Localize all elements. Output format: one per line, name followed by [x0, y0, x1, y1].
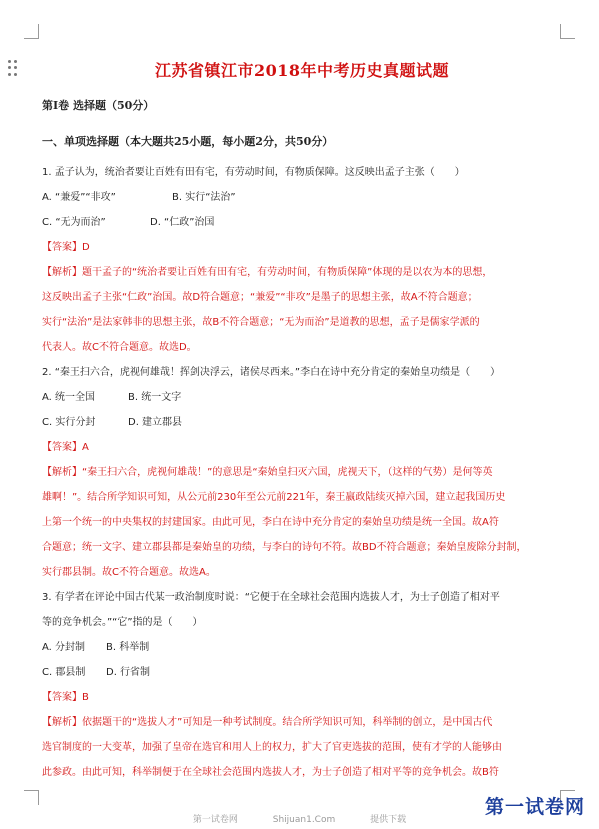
analysis-line: 【解析】“秦王扫六合，虎视何雄哉！”的意思是“秦始皇扫灭六国，虎视天下，（这样的气势）是何等英 — [42, 467, 493, 478]
options-row — [42, 660, 562, 685]
analysis-line: 代表人。故C不符合题意。故选D。 — [42, 342, 197, 353]
option-c: C. 实行分封 — [42, 417, 96, 428]
question-1 — [42, 160, 562, 360]
option-b: B. 统一文字 — [128, 392, 182, 403]
option-d: D. 建立郡县 — [128, 417, 183, 428]
question-2 — [42, 360, 562, 585]
options-row — [42, 635, 562, 660]
option-a: A. 统一全国 — [42, 392, 96, 403]
analysis-line: 【解析】题干孟子的“统治者要让百姓有田有宅，有劳动时间，有物质保障”体现的是以农为本的思想， — [42, 267, 493, 278]
analysis-line: 雄啊！”。结合所学知识可知，从公元前230年至公元前221年，秦王嬴政陆续灭掉六国，建立起我国历史 — [42, 492, 506, 503]
footer-site-name: 第一试卷网 — [192, 815, 238, 825]
footer-download-note: 提供下载 — [370, 815, 407, 825]
volume-heading: 第Ⅰ卷 选择题（50分） — [42, 99, 155, 112]
footer-site-url[interactable]: Shijuan1.Com — [272, 815, 336, 825]
question-stem: 1. 孟子认为，统治者要让百姓有田有宅，有劳动时间，有物质保障。这反映出孟子主张（ ） — [42, 167, 465, 178]
option-c: C. “无为而治” — [42, 217, 106, 228]
analysis-line: 上第一个统一的中央集权的封建国家。由此可见，李白在诗中充分肯定的秦始皇功绩是统一全国。故A符 — [42, 517, 499, 528]
options-row — [42, 385, 562, 410]
answer-label: 【答案】B — [42, 692, 89, 703]
option-a: A. “兼爱”“非攻” — [42, 192, 116, 203]
analysis-line: 合题意；统一文字、建立郡县都是秦始皇的功绩，与李白的诗句不符。故BD不符合题意；秦始皇废除分封制， — [42, 542, 527, 553]
analysis-line: 选官制度的一大变革，加强了皇帝在选官和用人上的权力，扩大了官吏选拔的范围，使有才学的人能够由 — [42, 742, 502, 753]
question-stem: 等的竞争机会。”“它”指的是（ ） — [42, 617, 203, 628]
question-stem: 2. “秦王扫六合，虎视何雄哉！挥剑决浮云，诸侯尽西来。”李白在诗中充分肯定的秦始皇功绩是（ ） — [42, 367, 501, 378]
option-b: B. 实行“法治” — [172, 192, 236, 203]
answer-label: 【答案】A — [42, 442, 89, 453]
option-a: A. 分封制 — [42, 642, 86, 653]
option-c: C. 郡县制 — [42, 667, 86, 678]
document-page — [42, 58, 562, 785]
option-b: B. 科举制 — [106, 642, 150, 653]
analysis-line: 此参政。由此可知，科举制便于在全球社会范围内选拔人才，为士子创造了相对平等的竞争机会。故B符 — [42, 767, 499, 778]
analysis-line: 【解析】依据题干的“选拔人才”可知是一种考试制度。结合所学知识可知，科举制的创立，是中国古代 — [42, 717, 493, 728]
page-corner-mark-top-right — [560, 24, 575, 39]
drag-handle-icon[interactable] — [8, 60, 18, 76]
page-corner-mark-top-left — [24, 24, 39, 39]
options-row — [42, 410, 562, 435]
option-d: D. “仁政”治国 — [150, 217, 215, 228]
page-corner-mark-bottom-left — [24, 790, 39, 805]
answer-label: 【答案】D — [42, 242, 90, 253]
page-footer — [0, 812, 599, 825]
question-stem: 3. 有学者在评论中国古代某一政治制度时说：“它便于在全球社会范围内选拔人才，为士子创造了相对平 — [42, 592, 500, 603]
option-d: D. 行省制 — [106, 667, 151, 678]
analysis-line: 实行“法治”是法家韩非的思想主张，故B不符合题意；“无为而治”是道教的思想，孟子是儒家学派的 — [42, 317, 480, 328]
section-heading: 一、单项选择题（本大题共25小题，每小题2分，共50分） — [42, 135, 334, 148]
analysis-line: 这反映出孟子主张“仁政”治国。故D符合题意；“兼爱”“非攻”是墨子的思想主张，故A不符合题意； — [42, 292, 478, 303]
analysis-line: 实行郡县制。故C不符合题意。故选A。 — [42, 567, 216, 578]
watermark-logo[interactable]: 第一试卷网 — [484, 796, 585, 818]
options-row — [42, 210, 562, 235]
options-row — [42, 185, 562, 210]
page-title: 江苏省镇江市2018年中考历史真题试题 — [154, 61, 450, 80]
question-3 — [42, 585, 562, 785]
